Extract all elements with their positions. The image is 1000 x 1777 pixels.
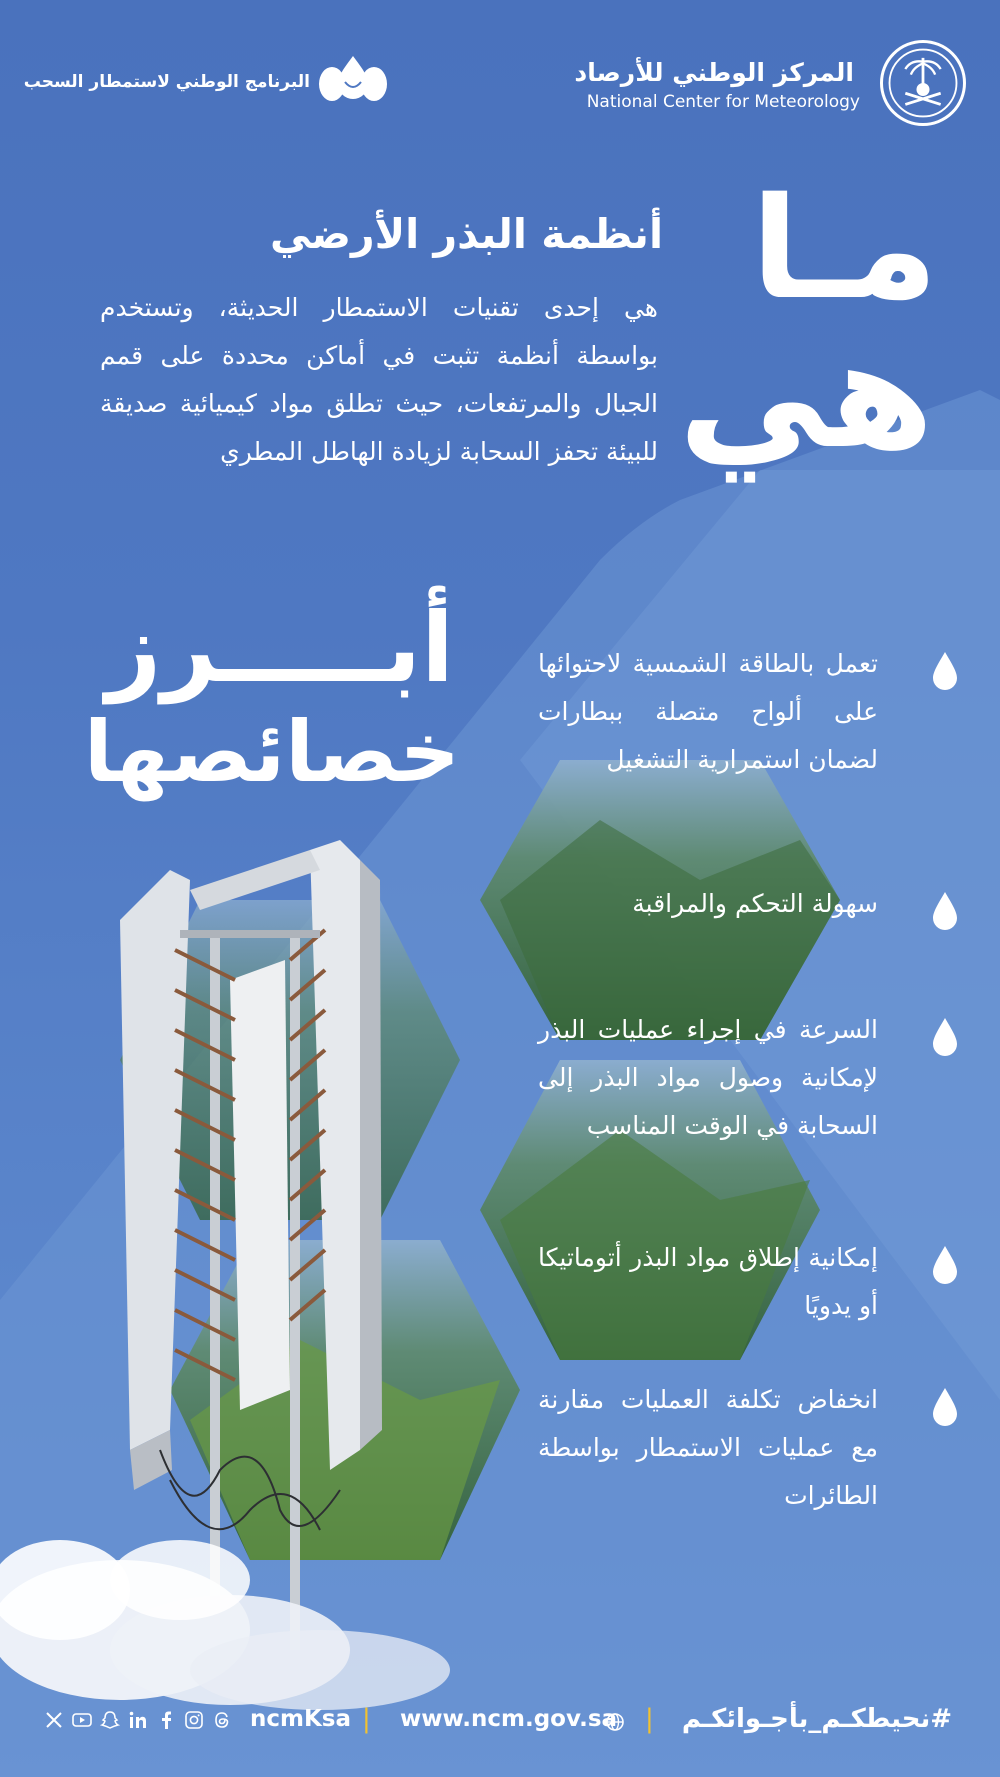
water-drop-bullet-icon xyxy=(930,1016,960,1056)
footer xyxy=(0,1700,1000,1744)
feature-text: إمكانية إطلاق مواد البذر أتوماتيكا أو يدويًا xyxy=(538,1243,878,1320)
water-drop-bullet-icon xyxy=(930,1386,960,1426)
water-drop-bullet-icon xyxy=(930,650,960,690)
social-handle[interactable]: ncmKsa xyxy=(250,1706,352,1732)
hashtag-link[interactable]: #نحيطكـم_بأجـوائكـم xyxy=(681,1704,952,1734)
features-heading-line2: خصائصها xyxy=(83,703,460,801)
threads-icon[interactable] xyxy=(212,1710,232,1730)
feature-text: السرعة في إجراء عمليات البذر لإمكانية وصول مواد البذر إلى السحابة في الوقت المناسب xyxy=(538,1015,878,1140)
center-name-english: National Center for Meteorology xyxy=(586,92,860,112)
facebook-icon[interactable] xyxy=(156,1710,176,1730)
footer-separator: | xyxy=(362,1704,371,1734)
features-heading-line1: أبـــــرز xyxy=(106,592,454,704)
ncm-logo-icon xyxy=(880,40,966,126)
page-title: أنظمة البذر الأرضي xyxy=(269,210,663,258)
snapchat-icon[interactable] xyxy=(100,1710,120,1730)
feature-text: تعمل بالطاقة الشمسية لاحتوائها على ألواح متصلة ببطارات لضمان استمرارية التشغيل xyxy=(538,649,878,774)
cloud-seeding-program-logo-icon xyxy=(318,52,388,104)
youtube-icon[interactable] xyxy=(72,1710,92,1730)
feature-text: سهولة التحكم والمراقبة xyxy=(632,889,878,918)
center-name-arabic: المركز الوطني للأرصاد xyxy=(574,58,854,87)
description-paragraph: هي إحدى تقنيات الاستمطار الحديثة، وتستخدم بواسطة أنظمة تثبت في أماكن محددة على قمم الجبال والمرتفعات، حيث تطلق مواد كيميائية صديقة للبيئة تحفز السحابة لزيادة الهاطل المطري xyxy=(100,293,658,466)
linkedin-icon[interactable] xyxy=(128,1710,148,1730)
hero-word-ma: مـا xyxy=(750,168,938,331)
instagram-icon[interactable] xyxy=(184,1710,204,1730)
water-drop-bullet-icon xyxy=(930,890,960,930)
feature-text: انخفاض تكلفة العمليات مقارنة مع عمليات الاستمطار بواسطة الطائرات xyxy=(538,1385,878,1510)
website-link[interactable]: www.ncm.gov.sa xyxy=(400,1706,618,1732)
program-name: البرنامج الوطني لاستمطار السحب xyxy=(23,72,310,92)
cloud-illustration xyxy=(0,1480,460,1710)
hero-word-hiya: هي xyxy=(678,308,934,482)
footer-separator: | xyxy=(645,1704,654,1734)
x-icon[interactable] xyxy=(44,1710,64,1730)
water-drop-bullet-icon xyxy=(930,1244,960,1284)
